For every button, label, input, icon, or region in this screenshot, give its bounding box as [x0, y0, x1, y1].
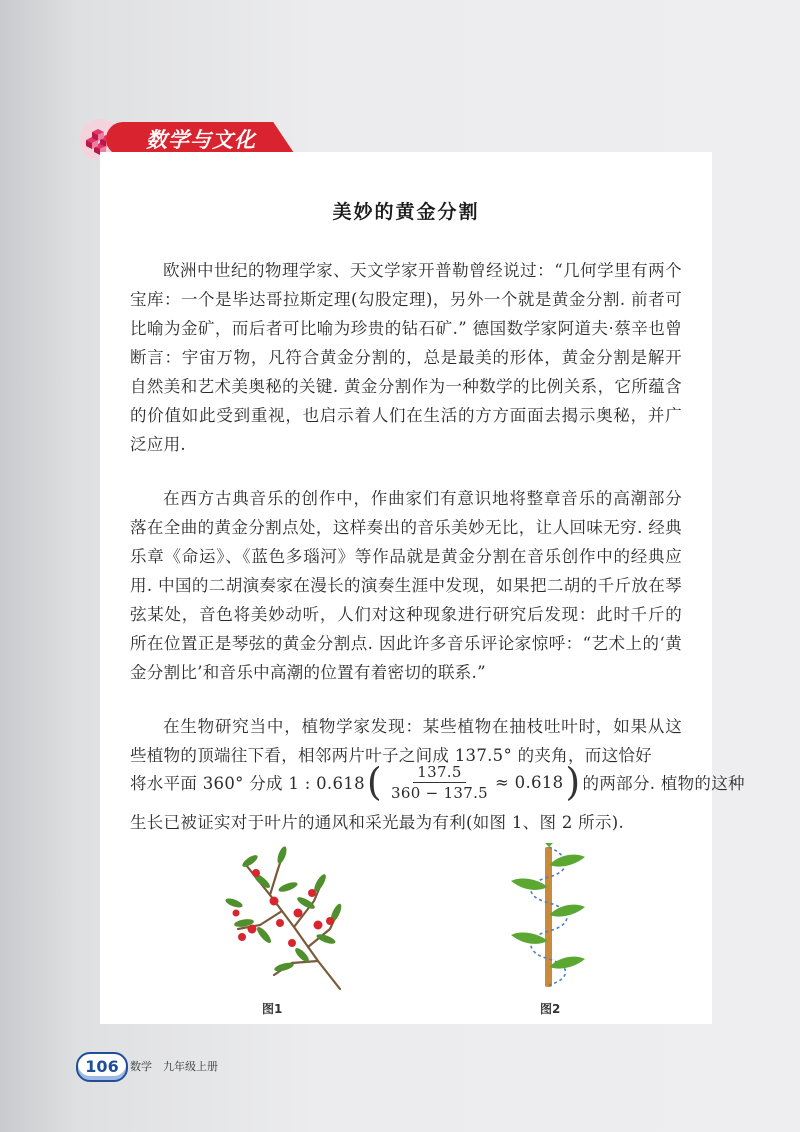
paragraph-kepler: 欧洲中世纪的物理学家、天文学家开普勒曾经说过：“几何学里有两个宝库：一个是毕达哥拉斯定理(勾股定理)，另外一个就是黄金分割. 前者可比喻为金矿，而后者可比喻为珍贵的钻石矿.” 德国数学家阿道夫·蔡辛也曾断言：宇宙万物，凡符合黄金分割的，总是最美的形体，黄金分割是解开自然美和艺术美奥秘的关键. 黄金分割作为一种数学的比例关系，它所蕴含的价值如此受到重视，也启示着人们在生活的方方面面去揭示奥秘，并广泛应用. [130, 261, 682, 454]
figure-2-caption: 图2 [540, 1002, 561, 1016]
spiral-leaf-stem-illustration [505, 843, 593, 991]
article-title: 美妙的黄金分割 [332, 201, 480, 223]
fraction [387, 763, 492, 802]
book-info: 数学 九年级上册 [130, 1060, 218, 1073]
formula-lead-text: 将水平面 360° 分成 1 : 0.618 [130, 774, 365, 793]
fraction-denominator: 360 − 137.5 [391, 783, 488, 802]
paragraph-botany: 在生物研究当中，植物学家发现：某些植物在抽枝吐叶时，如果从这些植物的顶端往下看，相邻两片叶子之间成 137.5° 的夹角，而这恰好 [130, 717, 682, 765]
page-number-badge: 106 [76, 1052, 128, 1082]
fraction-numerator: 137.5 [413, 763, 465, 783]
left-paren: ( [366, 760, 383, 804]
figure-1-caption: 图1 [262, 1002, 283, 1016]
paragraph-conclusion: 生长已被证实对于叶片的通风和采光最为有利(如图 1、图 2 所示). [130, 813, 625, 832]
golden-ratio-formula [130, 760, 745, 804]
berry-branch-illustration [222, 843, 350, 991]
approx-value: ≈ 0.618 [495, 772, 564, 792]
section-header-title: 数学与文化 [146, 128, 256, 152]
paragraph-music: 在西方古典音乐的创作中，作曲家们有意识地将整章音乐的高潮部分落在全曲的黄金分割点处，这样奏出的音乐美妙无比，让人回味无穷. 经典乐章《命运》、《蓝色多瑙河》等作品就是黄金分割在音乐创作中的经典应用. 中国的二胡演奏家在漫长的演奏生涯中发现，如果把二胡的千斤放在琴弦某处，音色将美妙动听，人们对这种现象进行研究后发现：此时千斤的所在位置正是琴弦的黄金分割点. 因此许多音乐评论家惊呼：“艺术上的‘黄金分割比’和音乐中高潮的位置有着密切的联系.” [130, 489, 682, 682]
formula-trail-text: 的两部分. 植物的这种 [582, 774, 745, 793]
right-paren: ) [565, 760, 581, 804]
